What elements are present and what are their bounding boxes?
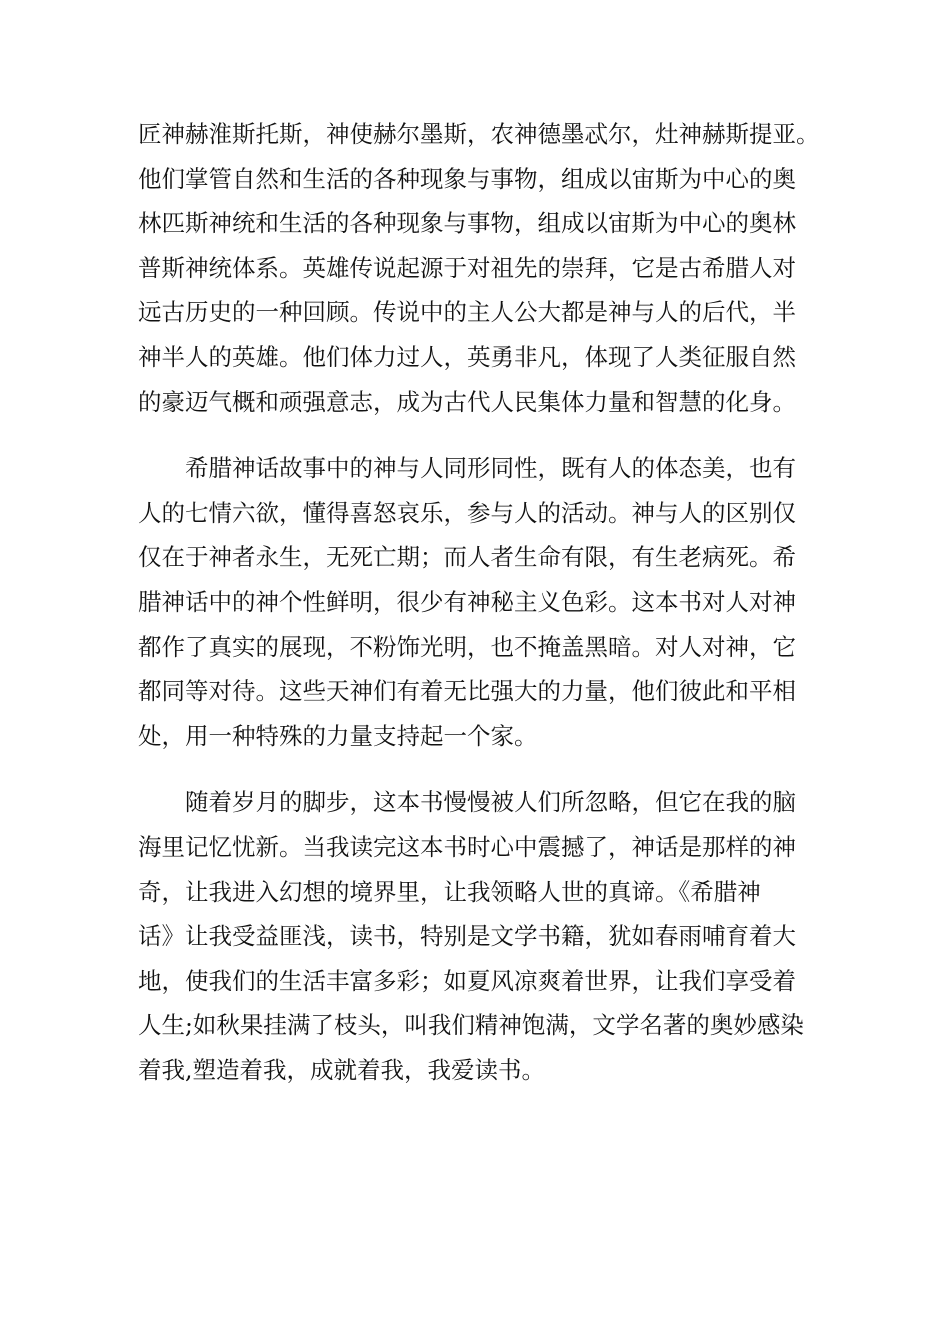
text-line: 话》让我受益匪浅，读书，特别是文学书籍，犹如春雨哺育着大 (138, 922, 796, 951)
paragraph-1 (138, 112, 838, 424)
text-line: 的豪迈气概和顽强意志，成为古代人民集体力量和智慧的化身。 (138, 387, 796, 416)
paragraph-3 (138, 780, 838, 1092)
text-line: 都作了真实的展现，不粉饰光明，也不掩盖黑暗。对人对神，它 (138, 632, 796, 661)
text-line: 地，使我们的生活丰富多彩；如夏风凉爽着世界，让我们享受着 (138, 966, 796, 995)
text-line: 神半人的英雄。他们体力过人，英勇非凡，体现了人类征服自然 (138, 342, 796, 371)
text-line: 处，用一种特殊的力量支持起一个家。 (138, 721, 538, 750)
text-line: 随着岁月的脚步，这本书慢慢被人们所忽略，但它在我的脑 (138, 788, 796, 817)
text-line: 普斯神统体系。英雄传说起源于对祖先的崇拜，它是古希腊人对 (138, 253, 796, 282)
text-line: 希腊神话故事中的神与人同形同性，既有人的体态美，也有 (138, 454, 796, 483)
text-line: 奇，让我进入幻想的境界里，让我领略人世的真谛。《希腊神 (138, 877, 761, 906)
text-line: 远古历史的一种回顾。传说中的主人公大都是神与人的后代，半 (138, 298, 796, 327)
text-line: 林匹斯神统和生活的各种现象与事物，组成以宙斯为中心的奥林 (138, 209, 796, 238)
text-line: 人生;如秋果挂满了枝头，叫我们精神饱满，文学名著的奥妙感染 (138, 1011, 804, 1040)
text-line: 仅在于神者永生，无死亡期；而人者生命有限，有生老病死。希 (138, 543, 796, 572)
text-line: 人的七情六欲，懂得喜怒哀乐，参与人的活动。神与人的区别仅 (138, 498, 796, 527)
text-line: 海里记忆忧新。当我读完这本书时心中震撼了，神话是那样的神 (138, 832, 796, 861)
paragraph-spacer (138, 424, 838, 446)
body-text (138, 112, 838, 1092)
text-line: 匠神赫淮斯托斯，神使赫尔墨斯，农神德墨忒尔，灶神赫斯提亚。 (138, 120, 820, 148)
paragraph-2 (138, 446, 838, 758)
text-line: 腊神话中的神个性鲜明，很少有神秘主义色彩。这本书对人对神 (138, 587, 796, 616)
text-line: 他们掌管自然和生活的各种现象与事物，组成以宙斯为中心的奥 (138, 164, 796, 193)
text-line: 都同等对待。这些天神们有着无比强大的力量，他们彼此和平相 (138, 677, 796, 706)
text-line: 着我,塑造着我，成就着我，我爱读书。 (138, 1055, 545, 1084)
paragraph-spacer (138, 758, 838, 780)
